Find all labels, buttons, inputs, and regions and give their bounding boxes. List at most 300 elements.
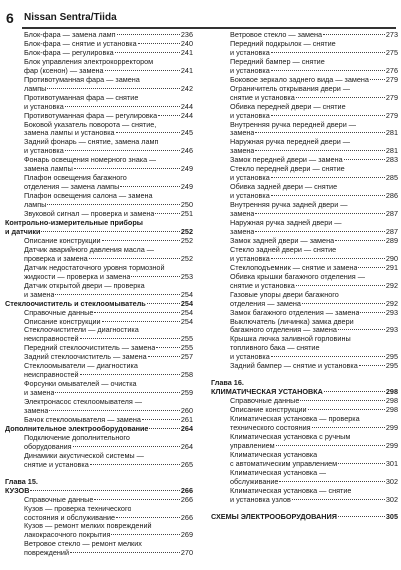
toc-entry-title: Кузов — проверка технического	[24, 504, 132, 513]
toc-entry-title: Электронасос стеклоомывателя —	[24, 398, 143, 407]
dot-leader	[102, 239, 180, 241]
toc-entry[interactable]	[5, 273, 193, 282]
toc-entry[interactable]	[5, 174, 193, 183]
toc-entry[interactable]	[5, 371, 193, 380]
toc-section-heading[interactable]	[211, 513, 398, 522]
dot-leader	[255, 131, 384, 133]
toc-entry-title: и установка	[230, 174, 270, 183]
toc-entry-title: проверка и замена	[24, 254, 88, 263]
toc-entry[interactable]	[5, 201, 193, 210]
toc-entry-title: Плафон освещения салона — замена	[24, 192, 153, 201]
toc-entry-title: багажного отделения — замена	[230, 326, 337, 335]
toc-entry[interactable]	[5, 496, 193, 505]
toc-entry-title: замена	[24, 407, 49, 416]
dot-leader	[147, 302, 180, 304]
toc-entry-title: Обивка задней двери — снятие	[230, 183, 338, 192]
toc-entry[interactable]	[211, 318, 398, 327]
toc-entry-title: Блок-фара — регулировка	[24, 48, 114, 57]
toc-page-number: 269	[180, 531, 193, 540]
toc-entry[interactable]	[5, 362, 193, 371]
dot-leader	[89, 257, 180, 259]
toc-entry-title: лакокрасочного покрытия	[24, 531, 111, 540]
toc-entry[interactable]	[211, 309, 398, 318]
toc-entry[interactable]	[5, 461, 193, 470]
toc-entry[interactable]	[5, 264, 193, 273]
toc-entry[interactable]	[211, 76, 398, 85]
dot-leader	[271, 194, 385, 196]
dot-leader	[296, 284, 385, 286]
toc-entry[interactable]	[211, 300, 398, 309]
toc-page-number: 281	[385, 129, 398, 138]
toc-entry[interactable]	[211, 469, 398, 478]
toc-entry-title: Дополнительное электрооборудование	[5, 424, 149, 433]
toc-page-number: 299	[385, 441, 398, 450]
dot-leader	[312, 426, 385, 428]
dot-leader	[255, 149, 384, 151]
dot-leader	[292, 498, 385, 500]
dot-leader	[271, 114, 385, 116]
toc-page-number: 246	[180, 147, 193, 156]
dot-leader	[148, 355, 180, 357]
toc-entry[interactable]	[5, 58, 193, 67]
toc-page-number: 245	[180, 129, 193, 138]
toc-entry[interactable]	[211, 264, 398, 273]
toc-entry-title: КЛИМАТИЧЕСКАЯ УСТАНОВКА	[211, 388, 323, 397]
dot-leader	[120, 185, 180, 187]
toc-entry[interactable]	[211, 165, 398, 174]
dot-leader	[55, 391, 179, 393]
toc-entry[interactable]	[5, 380, 193, 389]
toc-entry[interactable]	[5, 443, 193, 452]
toc-entry[interactable]	[5, 40, 193, 49]
toc-entry[interactable]	[5, 121, 193, 130]
toc-entry[interactable]	[5, 291, 193, 300]
toc-entry-title: Справочные данные	[24, 308, 94, 317]
toc-entry-title: Задний бампер — снятие и установка	[230, 362, 358, 371]
toc-page-number: 260	[180, 407, 193, 416]
toc-entry[interactable]	[5, 183, 193, 192]
toc-entry[interactable]	[211, 478, 398, 487]
toc-entry[interactable]	[5, 505, 193, 514]
toc-entry-title: Крышка лючка заливной горловины	[230, 335, 351, 344]
toc-entry[interactable]	[211, 344, 398, 353]
dot-leader	[105, 69, 180, 71]
toc-section-heading[interactable]	[5, 300, 193, 309]
toc-entry-title: Фонарь освещения номерного знака —	[24, 156, 157, 165]
dot-leader	[276, 444, 385, 446]
toc-entry[interactable]	[211, 174, 398, 183]
toc-entry-title: лампы	[24, 84, 47, 93]
toc-entry[interactable]	[211, 451, 398, 460]
toc-page-number: 281	[385, 147, 398, 156]
toc-page-number: 293	[385, 326, 398, 335]
toc-entry-title: Глава 15.	[5, 477, 38, 486]
toc-entry[interactable]	[5, 31, 193, 40]
toc-entry[interactable]	[5, 549, 193, 558]
toc-entry[interactable]	[5, 210, 193, 219]
section-gap	[211, 505, 398, 513]
toc-entry[interactable]	[211, 219, 398, 228]
toc-entry-title: и установка	[230, 353, 270, 362]
toc-page-number: 287	[385, 227, 398, 236]
toc-entry-title: замена лампы	[24, 165, 73, 174]
toc-entry-title: Газовые упоры двери багажного	[230, 290, 339, 299]
toc-entry-title: Динамики акустической системы —	[24, 451, 144, 460]
toc-page-number: 259	[180, 389, 193, 398]
toc-entry-title: Обивка крышки багажного отделения —	[230, 272, 365, 281]
toc-entry[interactable]	[211, 138, 398, 147]
toc-column-right	[211, 31, 398, 570]
toc-entry-title: Датчик открытой двери — проверка	[24, 281, 145, 290]
toc-page-number: 266	[180, 486, 193, 495]
toc-entry[interactable]	[5, 103, 193, 112]
dot-leader	[138, 42, 180, 44]
dot-leader	[324, 390, 385, 392]
toc-entry-title: жидкости — проверка и замена	[24, 272, 131, 281]
toc-entry-title: с автоматическим управлением	[230, 459, 338, 468]
toc-entry-title: и установка	[230, 66, 270, 75]
toc-entry-title: Климатическая установка — снятие	[230, 486, 352, 495]
toc-entry[interactable]	[5, 246, 193, 255]
toc-page-number: 261	[180, 415, 193, 424]
section-gap	[211, 371, 398, 379]
dot-leader	[47, 203, 180, 205]
dot-leader	[49, 409, 179, 411]
dot-leader	[300, 399, 384, 401]
dot-leader	[338, 515, 385, 517]
toc-page-number: 264	[180, 442, 193, 451]
toc-entry[interactable]	[211, 487, 398, 496]
toc-entry[interactable]	[5, 192, 193, 201]
toc-entry-title: Блок-фара — снятие и установка	[24, 39, 137, 48]
toc-entry[interactable]	[5, 255, 193, 264]
toc-entry-title: Ветровое стекло — ремонт мелких	[24, 540, 142, 549]
toc-entry[interactable]	[5, 540, 193, 549]
toc-entry[interactable]	[211, 129, 398, 138]
toc-page-number: 255	[180, 344, 193, 353]
toc-entry[interactable]	[211, 192, 398, 201]
toc-page-number: 295	[385, 362, 398, 371]
toc-entry[interactable]	[211, 237, 398, 246]
toc-entry[interactable]	[5, 398, 193, 407]
toc-entry-title: Описание конструкции	[24, 317, 101, 326]
toc-entry-title: замена	[230, 210, 255, 219]
dot-leader	[41, 230, 179, 232]
toc-page-number: 241	[180, 66, 193, 75]
toc-entry-title: топливного бака — снятие	[230, 344, 320, 353]
toc-entry[interactable]	[211, 326, 398, 335]
toc-entry[interactable]	[211, 362, 398, 371]
toc-entry[interactable]	[211, 58, 398, 67]
toc-entry-title: замена лампы и установка	[24, 129, 115, 138]
toc-page-number: 299	[385, 423, 398, 432]
dot-leader	[359, 364, 385, 366]
toc-entry[interactable]	[5, 309, 193, 318]
toc-entry[interactable]	[211, 85, 398, 94]
toc-entry-title: и замена	[24, 389, 55, 398]
toc-section-heading[interactable]	[5, 478, 193, 487]
toc-entry[interactable]	[211, 397, 398, 406]
dot-leader	[338, 328, 385, 330]
toc-page-number: 289	[385, 236, 398, 245]
toc-entry[interactable]	[5, 156, 193, 165]
dot-leader	[271, 69, 385, 71]
toc-entry[interactable]	[5, 129, 193, 138]
toc-entry[interactable]	[211, 442, 398, 451]
book-title: Nissan Sentra/Tiida	[24, 12, 117, 23]
toc-entry[interactable]	[211, 147, 398, 156]
toc-page-number: 242	[180, 84, 193, 93]
toc-entry-title: Стеклоподъемник — снятие и замена	[230, 263, 358, 272]
toc-entry[interactable]	[5, 514, 193, 523]
toc-entry-title: и установка	[24, 102, 64, 111]
toc-section-heading[interactable]	[211, 388, 398, 397]
toc-entry[interactable]	[5, 138, 193, 147]
dot-leader	[255, 212, 384, 214]
toc-entry-title: Замок багажного отделения — замена	[230, 308, 360, 317]
dot-leader	[255, 230, 384, 232]
toc-entry-title: снятие и установка	[24, 460, 89, 469]
toc-entry-title: и установка	[230, 254, 270, 263]
toc-page-number: 302	[385, 477, 398, 486]
header-rule	[22, 27, 396, 29]
toc-entry-title: Плафон освещения багажного	[24, 174, 127, 183]
toc-entry[interactable]	[211, 433, 398, 442]
toc-section-heading[interactable]	[5, 487, 193, 496]
toc-page-number: 273	[385, 31, 398, 39]
toc-page-number: 249	[180, 165, 193, 174]
toc-page-number: 244	[180, 102, 193, 111]
toc-entry[interactable]	[5, 67, 193, 76]
toc-entry[interactable]	[211, 67, 398, 76]
toc-page-number: 252	[180, 227, 193, 236]
toc-entry[interactable]	[5, 76, 193, 85]
toc-entry-title: Датчик недостаточного уровня тормозной	[24, 263, 165, 272]
dot-leader	[149, 427, 179, 429]
toc-entry-title: СХЕМЫ ЭЛЕКТРООБОРУДОВАНИЯ	[211, 512, 337, 521]
toc-entry-title: Бачок стеклоомывателя — замена	[24, 415, 141, 424]
dot-leader	[155, 212, 180, 214]
toc-entry[interactable]	[5, 434, 193, 443]
toc-entry-title: Выключатель (личинка) замка двери	[230, 317, 354, 326]
toc-page-number: 264	[180, 424, 193, 433]
toc-page-number: 252	[180, 254, 193, 263]
toc-entry-title: технического состояния	[230, 423, 311, 432]
toc-entry[interactable]	[211, 406, 398, 415]
toc-entry[interactable]	[5, 85, 193, 94]
toc-page-number: 258	[180, 371, 193, 380]
dot-leader	[338, 462, 385, 464]
toc-entry-title: Передний бампер — снятие	[230, 57, 325, 66]
toc-entry[interactable]	[211, 121, 398, 130]
toc-entry-title: неисправностей	[24, 371, 79, 380]
toc-page-number: 254	[180, 317, 193, 326]
toc-entry[interactable]	[211, 496, 398, 505]
toc-entry[interactable]	[5, 389, 193, 398]
toc-entry[interactable]	[211, 291, 398, 300]
toc-page-number: 236	[180, 31, 193, 39]
toc-entry-title: и установка узлов	[230, 495, 291, 504]
dot-leader	[80, 337, 180, 339]
toc-entry[interactable]	[211, 201, 398, 210]
toc-entry-title: Боковой указатель поворота — снятие,	[24, 120, 157, 129]
toc-page-number: 287	[385, 210, 398, 219]
toc-page-number: 244	[180, 111, 193, 120]
section-gap	[5, 470, 193, 478]
dot-leader	[70, 551, 180, 553]
toc-entry[interactable]	[5, 112, 193, 121]
toc-section-heading[interactable]	[211, 379, 398, 388]
toc-page-number: 254	[180, 308, 193, 317]
toc-entry-title: Ветровое стекло — замена	[230, 31, 323, 39]
toc-entry[interactable]	[211, 335, 398, 344]
toc-entry[interactable]	[5, 522, 193, 531]
page-number: 6	[6, 10, 14, 26]
toc-entry-title: Передний стеклоочиститель — замена	[24, 344, 156, 353]
toc-entry-title: Наружная ручка передней двери —	[230, 138, 351, 147]
toc-entry[interactable]	[5, 531, 193, 540]
toc-entry[interactable]	[211, 94, 398, 103]
dot-leader	[370, 78, 385, 80]
dot-leader	[302, 302, 385, 304]
toc-entry-title: Датчик аварийного давления масла —	[24, 245, 155, 254]
toc-entry[interactable]	[211, 255, 398, 264]
toc-entry[interactable]	[5, 94, 193, 103]
toc-entry[interactable]	[5, 344, 193, 353]
toc-entry[interactable]	[5, 49, 193, 58]
toc-entry-title: и установка	[230, 111, 270, 120]
toc-page-number: 292	[385, 281, 398, 290]
toc-page-number: 298	[385, 406, 398, 415]
toc-entry[interactable]	[211, 415, 398, 424]
toc-entry-title: Задний стеклоочиститель — замена	[24, 353, 147, 362]
toc-entry[interactable]	[5, 282, 193, 291]
dot-leader	[271, 176, 385, 178]
toc-entry-title: обслуживание	[230, 477, 279, 486]
dot-leader	[158, 114, 180, 116]
toc-entry[interactable]	[211, 246, 398, 255]
dot-leader	[296, 96, 385, 98]
toc-entry-title: Замок задней двери — замена	[230, 236, 335, 245]
toc-entry[interactable]	[211, 228, 398, 237]
dot-leader	[271, 51, 385, 53]
toc-entry-title: замена	[230, 227, 255, 236]
toc-entry-title: Замок передней двери — замена	[230, 156, 343, 165]
toc-entry[interactable]	[211, 424, 398, 433]
toc-entry[interactable]	[5, 318, 193, 327]
toc-page-number: 252	[180, 236, 193, 245]
toc-entry-title: Климатическая установка с ручным	[230, 432, 351, 441]
toc-entry-title: Обивка передней двери — снятие	[230, 102, 346, 111]
toc-entry[interactable]	[5, 326, 193, 335]
toc-entry-title: Противотуманная фара — замена	[24, 75, 140, 84]
dot-leader	[117, 33, 180, 35]
toc-entry-title: отделения — замена лампы	[24, 183, 120, 192]
toc-entry-title: Описание конструкции	[230, 406, 307, 415]
dot-leader	[156, 346, 179, 348]
page-header	[0, 0, 401, 34]
toc-entry-title: Блок управления электрокорректором	[24, 57, 154, 66]
toc-entry[interactable]	[5, 237, 193, 246]
toc-page-number: 255	[180, 335, 193, 344]
toc-entry[interactable]	[5, 416, 193, 425]
toc-entry-title: Передний подкрылок — снятие	[230, 39, 336, 48]
toc-entry[interactable]	[5, 407, 193, 416]
toc-page-number: 275	[385, 48, 398, 57]
toc-entry[interactable]	[211, 103, 398, 112]
dot-leader	[131, 275, 180, 277]
toc-entry[interactable]	[211, 183, 398, 192]
toc-entry[interactable]	[5, 452, 193, 461]
toc-entry-title: снятие и установка	[230, 93, 295, 102]
toc-page-number: 298	[385, 388, 398, 397]
dot-leader	[94, 498, 179, 500]
toc-entry-title: Кузов — ремонт мелких повреждений	[24, 522, 152, 531]
toc-entry-title: Справочные данные	[24, 495, 94, 504]
dot-leader	[80, 373, 180, 375]
toc-entry-title: и установка	[230, 48, 270, 57]
toc-entry-title: Климатическая установка — проверка	[230, 415, 360, 424]
toc-entry[interactable]	[5, 165, 193, 174]
dot-leader	[111, 533, 180, 535]
toc-entry[interactable]	[5, 335, 193, 344]
toc-entry[interactable]	[211, 282, 398, 291]
toc-entry-title: Справочные данные	[230, 397, 300, 406]
toc-entry[interactable]	[5, 353, 193, 362]
toc-entry-title: и установка	[230, 192, 270, 201]
toc-entry[interactable]	[211, 156, 398, 165]
toc-page-number: 240	[180, 39, 193, 48]
toc-entry[interactable]	[211, 460, 398, 469]
toc-page-number: 305	[385, 512, 398, 521]
toc-page-number: 270	[180, 549, 193, 558]
toc-page-number: 241	[180, 48, 193, 57]
toc-section-heading[interactable]	[5, 228, 193, 237]
toc-entry[interactable]	[211, 49, 398, 58]
toc-entry-title: Стеклоомыватели — диагностика	[24, 362, 138, 371]
toc-page-number: 293	[385, 308, 398, 317]
toc-page-number: 283	[385, 156, 398, 165]
toc-entry[interactable]	[211, 112, 398, 121]
toc-entry-title: замена	[230, 129, 255, 138]
toc-section-heading[interactable]	[5, 219, 193, 228]
toc-entry-title: повреждений	[24, 549, 70, 558]
toc-entry-title: неисправностей	[24, 335, 79, 344]
toc-entry[interactable]	[211, 353, 398, 362]
toc-page-number: 285	[385, 174, 398, 183]
dot-leader	[116, 131, 180, 133]
toc-entry[interactable]	[211, 210, 398, 219]
toc-page-number: 291	[385, 263, 398, 272]
toc-entry[interactable]	[5, 147, 193, 156]
toc-section-heading[interactable]	[5, 425, 193, 434]
toc-page-number: 292	[385, 299, 398, 308]
toc-entry-title: Противотуманная фара — регулировка	[24, 111, 158, 120]
toc-page-number: 302	[385, 495, 398, 504]
toc-entry-title: снятие и установка	[230, 281, 295, 290]
toc-entry[interactable]	[211, 40, 398, 49]
toc-page-number: 250	[180, 201, 193, 210]
toc-entry-title: и датчики	[5, 227, 41, 236]
toc-entry-title: Климатическая установка —	[230, 468, 327, 477]
toc-entry-title: Боковое зеркало заднего вида — замена	[230, 75, 369, 84]
toc-page-number: 251	[180, 210, 193, 219]
toc-entry-title: Подключение дополнительного	[24, 433, 130, 442]
toc-entry[interactable]	[211, 31, 398, 40]
toc-page-number: 265	[180, 460, 193, 469]
toc-entry-title: Внутренняя ручка задней двери —	[230, 201, 348, 210]
toc-entry[interactable]	[211, 273, 398, 282]
